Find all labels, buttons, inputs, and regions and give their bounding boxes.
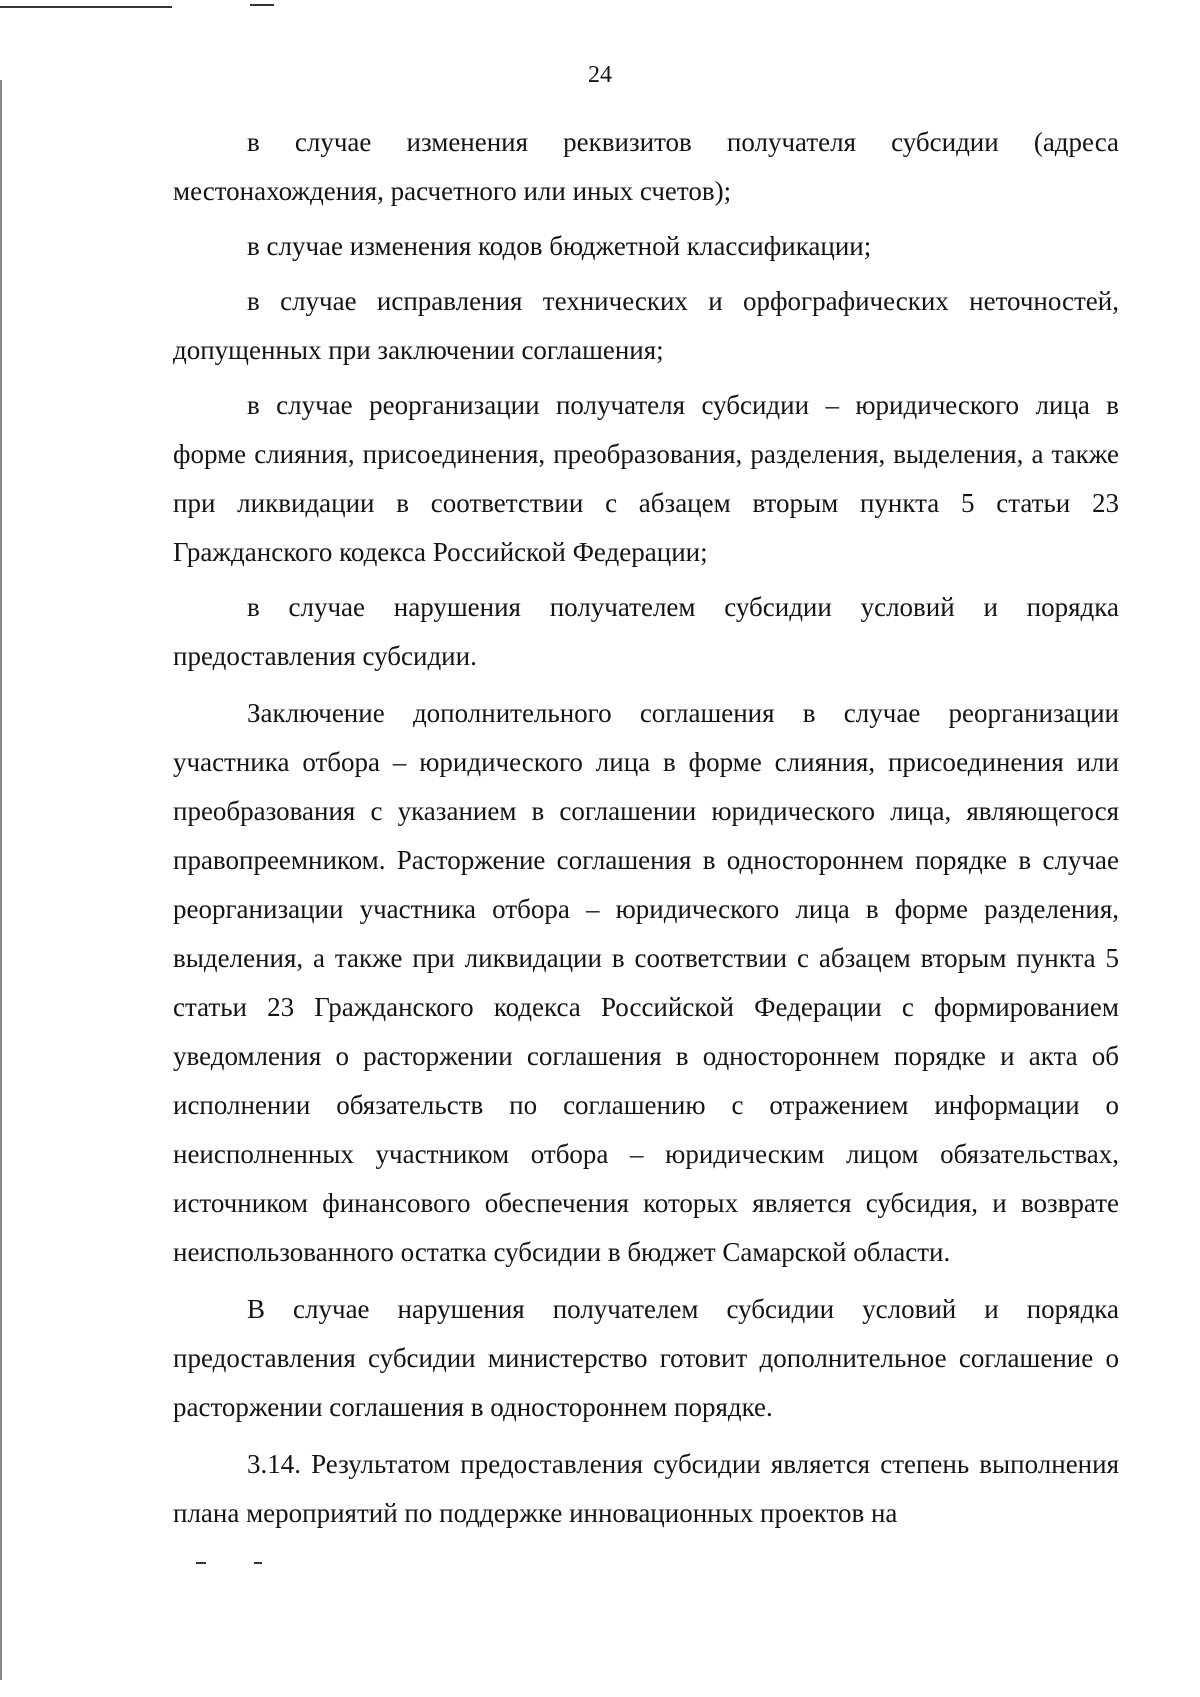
document-body — [173, 118, 1119, 1538]
paragraph: в случае нарушения получателем субсидии условий и порядка предоставления субсидии. — [173, 592, 1119, 671]
paragraph: Заключение дополнительного соглашения в случае реорганизации участника отбора – юридического лица в форме слияния, присоединения или преобразования с указанием в соглашении юридического лица, являющегося правопреемником. Расторжение соглашения в одностороннем порядке в случае реорганизации участника отбора – юридического лица в форме разделения, выделения, а также при ликвидации в соответствии с абзацем вторым пункта 5 статьи 23 Гражданского кодекса Российской Федерации с формированием уведомления о расторжении соглашения в одностороннем порядке и акта об исполнении обязательств по соглашению с отражением информации о неисполненных участником отбора – юридическим лицом обязательствах, источником финансового обеспечения которых является субсидия, и возврате неиспользованного остатка субсидии в бюджет Самарской области. — [173, 698, 1119, 1267]
page-number: 24 — [588, 62, 612, 88]
scan-dash-bottom-1 — [196, 1562, 206, 1564]
paragraph: В случае нарушения получателем субсидии условий и порядка предоставления субсидии министерство готовит дополнительное соглашение о расторжении соглашения в одностороннем порядке. — [173, 1294, 1119, 1422]
paragraph: в случае изменения реквизитов получателя субсидии (адреса местонахождения, расчетного или иных счетов); — [173, 127, 1119, 206]
scan-line-top-short — [250, 4, 274, 6]
scan-dash-bottom-2 — [254, 1562, 262, 1564]
paragraph: в случае исправления технических и орфографических неточностей, допущенных при заключении соглашения; — [173, 286, 1119, 365]
scan-line-left-edge — [0, 80, 2, 1680]
paragraph: 3.14. Результатом предоставления субсидии является степень выполнения плана мероприятий по поддержке инновационных проектов на — [173, 1449, 1119, 1528]
scan-line-top — [0, 6, 172, 8]
paragraph: в случае изменения кодов бюджетной классификации; — [247, 231, 872, 261]
paragraph: в случае реорганизации получателя субсидии – юридического лица в форме слияния, присоединения, преобразования, разделения, выделения, а также при ликвидации в соответствии с абзацем вторым пункта 5 статьи 23 Гражданского кодекса Российской Федерации; — [173, 390, 1119, 567]
